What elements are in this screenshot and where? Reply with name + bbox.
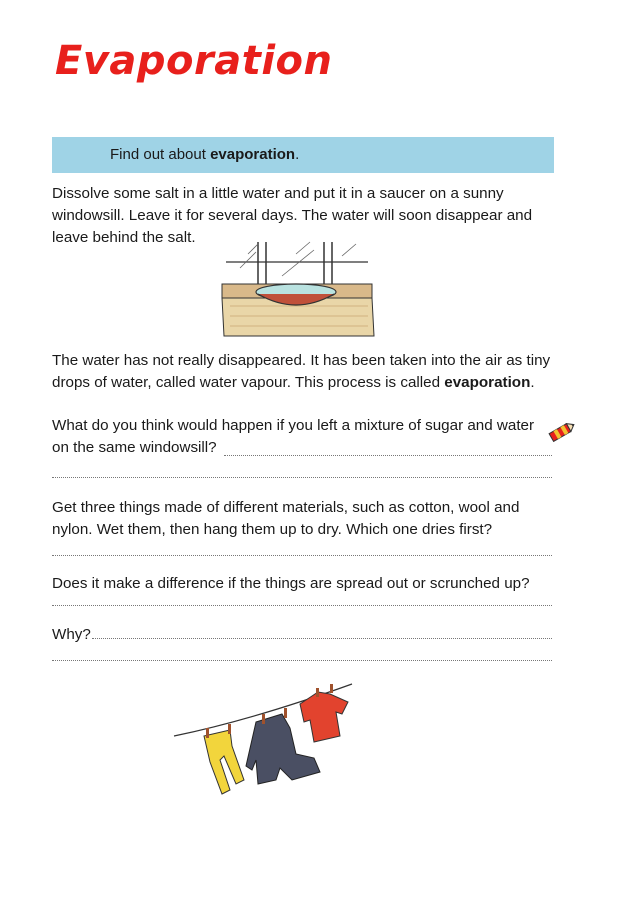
question-3 <box>52 573 562 595</box>
banner-keyword: evaporation <box>210 146 296 163</box>
washing-line-illustration <box>172 680 377 798</box>
banner-prefix: Find out about <box>110 146 211 163</box>
question-4-label: Why? <box>52 626 91 643</box>
intro-line-3: leave behind the salt. <box>52 229 196 246</box>
intro-line-1: Dissolve some salt in a little water and put it in a saucer on a sunny <box>52 185 504 202</box>
instruction-banner <box>52 137 554 173</box>
answer-line-1b[interactable] <box>52 477 552 478</box>
question-4 <box>52 624 562 646</box>
question-2 <box>52 497 562 541</box>
banner-suffix: . <box>295 146 300 163</box>
explanation-line-2-suffix: . <box>530 374 535 391</box>
page-title: Evaporation <box>55 38 333 84</box>
question-1-line-1: What do you think would happen if you left a mixture of sugar and water <box>52 417 535 434</box>
explanation-paragraph <box>52 350 562 394</box>
answer-line-2[interactable] <box>52 555 552 556</box>
question-3-line-1: Does it make a difference if the things are spread out or scrunched up? <box>52 575 530 592</box>
pencil-icon <box>546 418 578 446</box>
answer-line-4a[interactable] <box>92 638 552 639</box>
explanation-keyword: evaporation <box>444 374 531 391</box>
intro-line-2: windowsill. Leave it for several days. The water will soon disappear and <box>52 207 533 224</box>
answer-line-4b[interactable] <box>52 660 552 661</box>
banner-text <box>110 146 299 163</box>
explanation-line-2-text: drops of water, called water vapour. This process is called <box>52 374 445 391</box>
explanation-line-2 <box>52 372 562 394</box>
question-1 <box>52 415 562 459</box>
answer-line-3[interactable] <box>52 605 552 606</box>
explanation-line-1: The water has not really disappeared. It has been taken into the air as tiny <box>52 352 551 369</box>
question-1-line-2: on the same windowsill? <box>52 439 217 456</box>
windowsill-saucer-illustration <box>218 240 376 338</box>
answer-line-1a[interactable] <box>224 455 552 456</box>
question-2-line-1: Get three things made of different materials, such as cotton, wool and <box>52 499 520 516</box>
question-2-line-2: nylon. Wet them, then hang them up to dry. Which one dries first? <box>52 521 493 538</box>
